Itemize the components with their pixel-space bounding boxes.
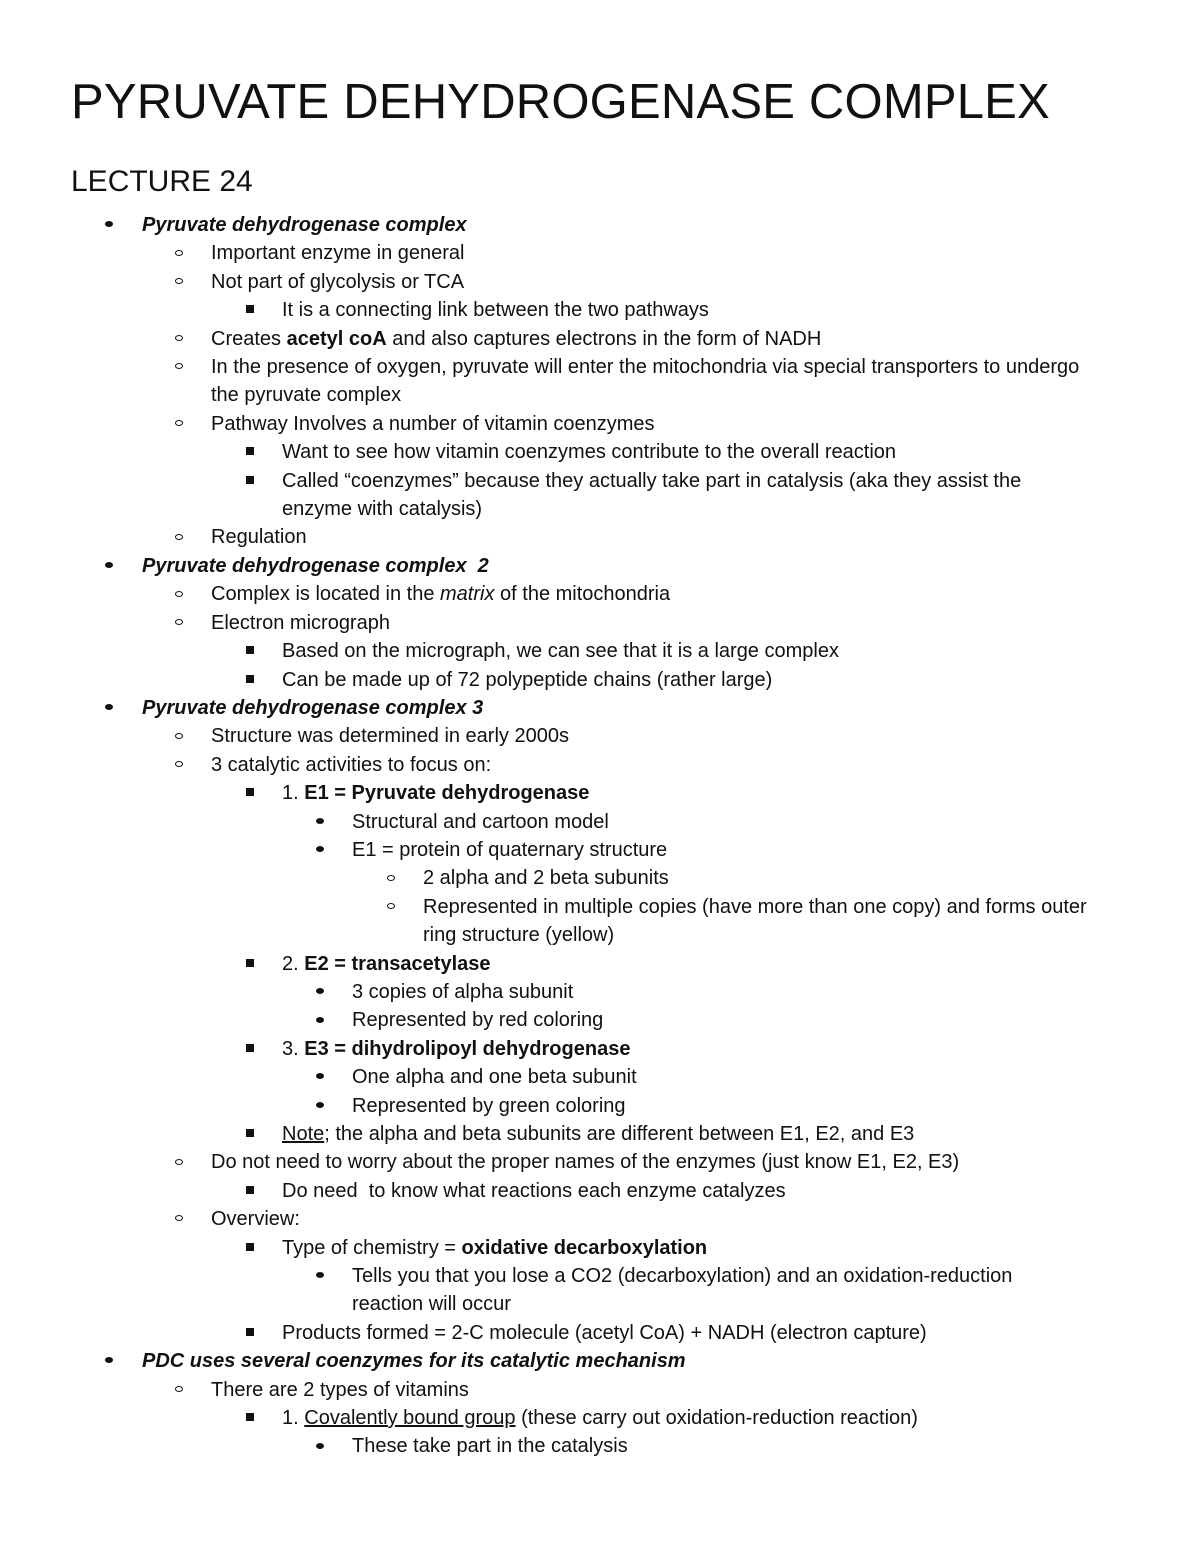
circle-bullet-icon — [175, 1148, 183, 1176]
list-item: It is a connecting link between the two pathways — [0, 296, 1082, 324]
bullet-icon — [316, 808, 324, 836]
list-item: 2. E2 = transacetylase — [0, 950, 1082, 978]
circle-bullet-icon — [175, 268, 183, 296]
square-bullet-icon — [246, 666, 254, 694]
square-bullet-icon — [246, 467, 254, 495]
square-bullet-icon — [246, 637, 254, 665]
document-title: PYRUVATE DEHYDROGENASE COMPLEX — [71, 75, 1050, 129]
list-item: Overview: — [0, 1205, 1081, 1233]
list-item: There are 2 types of vitamins — [0, 1376, 1081, 1404]
bullet-icon — [316, 1262, 324, 1290]
circle-bullet-icon — [175, 722, 183, 750]
circle-bullet-icon — [175, 751, 183, 779]
lecture-heading: LECTURE 24 — [71, 165, 253, 198]
bullet-icon — [316, 978, 324, 1006]
list-item: Regulation — [0, 523, 1081, 551]
list-item: Represented in multiple copies (have more than one copy) and forms outer ring structure (yellow) — [0, 893, 1093, 950]
list-item: 1. E1 = Pyruvate dehydrogenase — [0, 779, 1082, 807]
square-bullet-icon — [246, 1177, 254, 1205]
bullet-icon — [316, 836, 324, 864]
list-item: 3 copies of alpha subunit — [0, 978, 1087, 1006]
list-item: Pathway Involves a number of vitamin coenzymes — [0, 410, 1081, 438]
circle-bullet-icon — [387, 893, 395, 921]
list-item: Pyruvate dehydrogenase complex — [0, 211, 1200, 239]
list-item: Called “coenzymes” because they actually take part in catalysis (aka they assist the enzyme with catalysis) — [0, 467, 1082, 524]
circle-bullet-icon — [175, 609, 183, 637]
bullet-icon — [105, 552, 113, 580]
square-bullet-icon — [246, 438, 254, 466]
list-item: 1. Covalently bound group (these carry out oxidation-reduction reaction) — [0, 1404, 1082, 1432]
bullet-icon — [105, 1347, 113, 1375]
list-item: Can be made up of 72 polypeptide chains (rather large) — [0, 666, 1082, 694]
bullet-icon — [316, 1006, 324, 1034]
square-bullet-icon — [246, 1404, 254, 1432]
circle-bullet-icon — [175, 239, 183, 267]
list-item: Want to see how vitamin coenzymes contribute to the overall reaction — [0, 438, 1082, 466]
list-item: Structural and cartoon model — [0, 808, 1087, 836]
list-item: 3 catalytic activities to focus on: — [0, 751, 1081, 779]
bullet-icon — [105, 211, 113, 239]
square-bullet-icon — [246, 1234, 254, 1262]
list-item: Represented by green coloring — [0, 1092, 1087, 1120]
bullet-icon — [105, 694, 113, 722]
square-bullet-icon — [246, 1120, 254, 1148]
bullet-icon — [316, 1432, 324, 1460]
square-bullet-icon — [246, 779, 254, 807]
list-item: PDC uses several coenzymes for its catalytic mechanism — [0, 1347, 1200, 1375]
list-item: Represented by red coloring — [0, 1006, 1087, 1034]
list-item: Important enzyme in general — [0, 239, 1081, 267]
circle-bullet-icon — [175, 325, 183, 353]
list-item: Pyruvate dehydrogenase complex 2 — [0, 552, 1200, 580]
list-item: Not part of glycolysis or TCA — [0, 268, 1081, 296]
circle-bullet-icon — [175, 1376, 183, 1404]
list-item: These take part in the catalysis — [0, 1432, 1087, 1460]
circle-bullet-icon — [175, 580, 183, 608]
circle-bullet-icon — [175, 410, 183, 438]
circle-bullet-icon — [175, 353, 183, 381]
list-item: Note; the alpha and beta subunits are different between E1, E2, and E3 — [0, 1120, 1082, 1148]
list-item: E1 = protein of quaternary structure — [0, 836, 1087, 864]
circle-bullet-icon — [175, 1205, 183, 1233]
list-item: Based on the micrograph, we can see that it is a large complex — [0, 637, 1082, 665]
list-item: 3. E3 = dihydrolipoyl dehydrogenase — [0, 1035, 1082, 1063]
list-item: Type of chemistry = oxidative decarboxylation — [0, 1234, 1082, 1262]
square-bullet-icon — [246, 950, 254, 978]
square-bullet-icon — [246, 296, 254, 324]
list-item: Complex is located in the matrix of the mitochondria — [0, 580, 1081, 608]
bullet-icon — [316, 1092, 324, 1120]
square-bullet-icon — [246, 1319, 254, 1347]
list-item: Do need to know what reactions each enzyme catalyzes — [0, 1177, 1082, 1205]
list-item: Structure was determined in early 2000s — [0, 722, 1081, 750]
circle-bullet-icon — [175, 523, 183, 551]
list-item: Products formed = 2-C molecule (acetyl CoA) + NADH (electron capture) — [0, 1319, 1082, 1347]
list-item: 2 alpha and 2 beta subunits — [0, 864, 1093, 892]
circle-bullet-icon — [387, 864, 395, 892]
list-item: Electron micrograph — [0, 609, 1081, 637]
list-item: Do not need to worry about the proper names of the enzymes (just know E1, E2, E3) — [0, 1148, 1081, 1176]
square-bullet-icon — [246, 1035, 254, 1063]
list-item: One alpha and one beta subunit — [0, 1063, 1087, 1091]
lecture-outline — [0, 211, 1200, 1461]
bullet-icon — [316, 1063, 324, 1091]
list-item: In the presence of oxygen, pyruvate will enter the mitochondria via special transporters to undergo the pyruvate complex — [0, 353, 1081, 410]
list-item: Tells you that you lose a CO2 (decarboxylation) and an oxidation-reduction reaction will occur — [0, 1262, 1087, 1319]
list-item: Pyruvate dehydrogenase complex 3 — [0, 694, 1200, 722]
list-item: Creates acetyl coA and also captures electrons in the form of NADH — [0, 325, 1081, 353]
